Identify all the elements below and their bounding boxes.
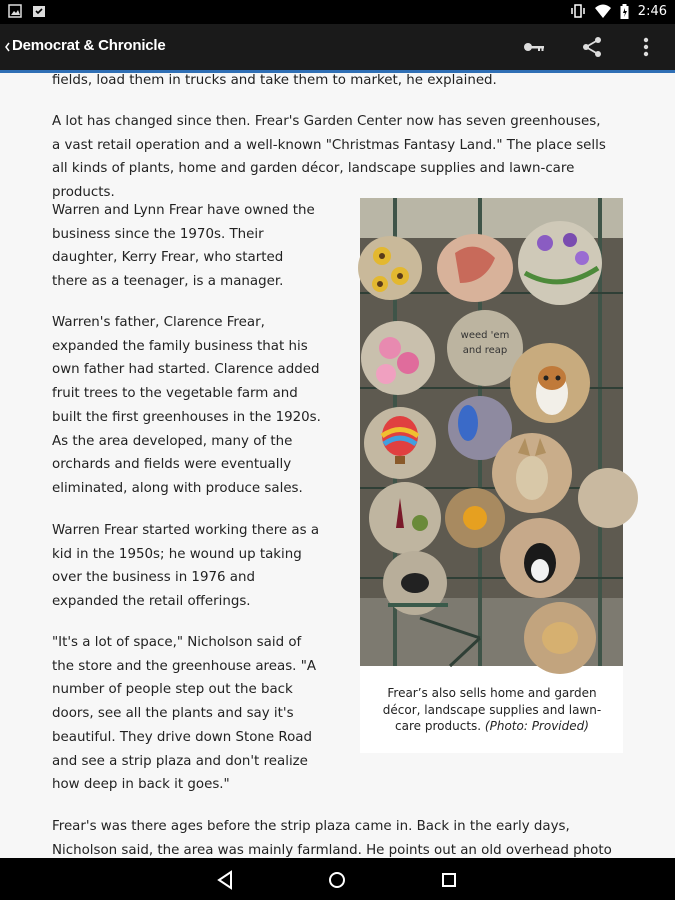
home-icon[interactable] <box>325 868 349 892</box>
article-paragraph: fields, load them in trucks and take them to market, he explained. <box>52 73 497 88</box>
caption-credit: (Photo: Provided) <box>484 719 589 733</box>
app-bar <box>0 24 675 73</box>
article-paragraph: Frear's was there ages before the strip plaza came in. Back in the early days, Nicholson said, the area was mainly farmland. He points out an old overhead photo <box>52 819 612 858</box>
wifi-icon <box>595 4 611 18</box>
article-paragraph: "It's a lot of space," Nicholson said of the store and the greenhouse areas. "A number of people step out the back doors, see all the plants and say it's beautiful. They drive down Stone Road and see a strip plaza and don't realize how deep in back it goes." <box>52 635 317 793</box>
vibrate-icon <box>570 3 586 19</box>
article-paragraph: Warren and Lynn Frear have owned the business since the 1970s. Their daughter, Kerry Frear, who started there as a teenager, is a manager. <box>52 203 315 290</box>
status-bar <box>0 0 675 24</box>
article-paragraph: Warren's father, Clarence Frear, expanded the family business that his own father had started. Clarence added fruit trees to the vegetable farm and built the first greenhouses in the 1920s. As the area developed, many of the orchards and fields were eventually eliminated, along with produce sales. <box>52 315 321 496</box>
recents-icon[interactable] <box>437 868 461 892</box>
back-icon[interactable] <box>213 868 237 892</box>
stone-text: and reap <box>462 345 508 356</box>
stone-text: weed 'em <box>460 330 510 341</box>
garden-stones-photo[interactable] <box>360 198 623 666</box>
battery-icon <box>620 4 629 19</box>
caption-text: Frear’s also sells home and garden décor, landscape supplies and lawn-care products. <box>382 686 602 733</box>
article-content[interactable] <box>0 73 675 858</box>
navigation-bar <box>0 858 675 900</box>
article-figure <box>360 198 623 753</box>
figure-caption <box>376 685 608 735</box>
key-icon[interactable] <box>522 35 546 59</box>
status-time: 2:46 <box>637 3 667 19</box>
app-title[interactable]: Democrat & Chronicle <box>12 37 166 54</box>
clipboard-check-icon <box>32 4 46 18</box>
overflow-menu-icon[interactable] <box>634 35 658 59</box>
share-icon[interactable] <box>580 35 604 59</box>
article-paragraph: Warren Frear started working there as a kid in the 1950s; he wound up taking over the business in 1976 and expanded the retail offerings. <box>52 523 320 610</box>
image-notification-icon <box>8 4 22 18</box>
article-paragraph: A lot has changed since then. Frear's Garden Center now has seven greenhouses, a vast retail operation and a well-known "Christmas Fantasy Land." The place sells all kinds of plants, home and garden décor, landscape supplies and lawn-care products. <box>52 114 606 201</box>
